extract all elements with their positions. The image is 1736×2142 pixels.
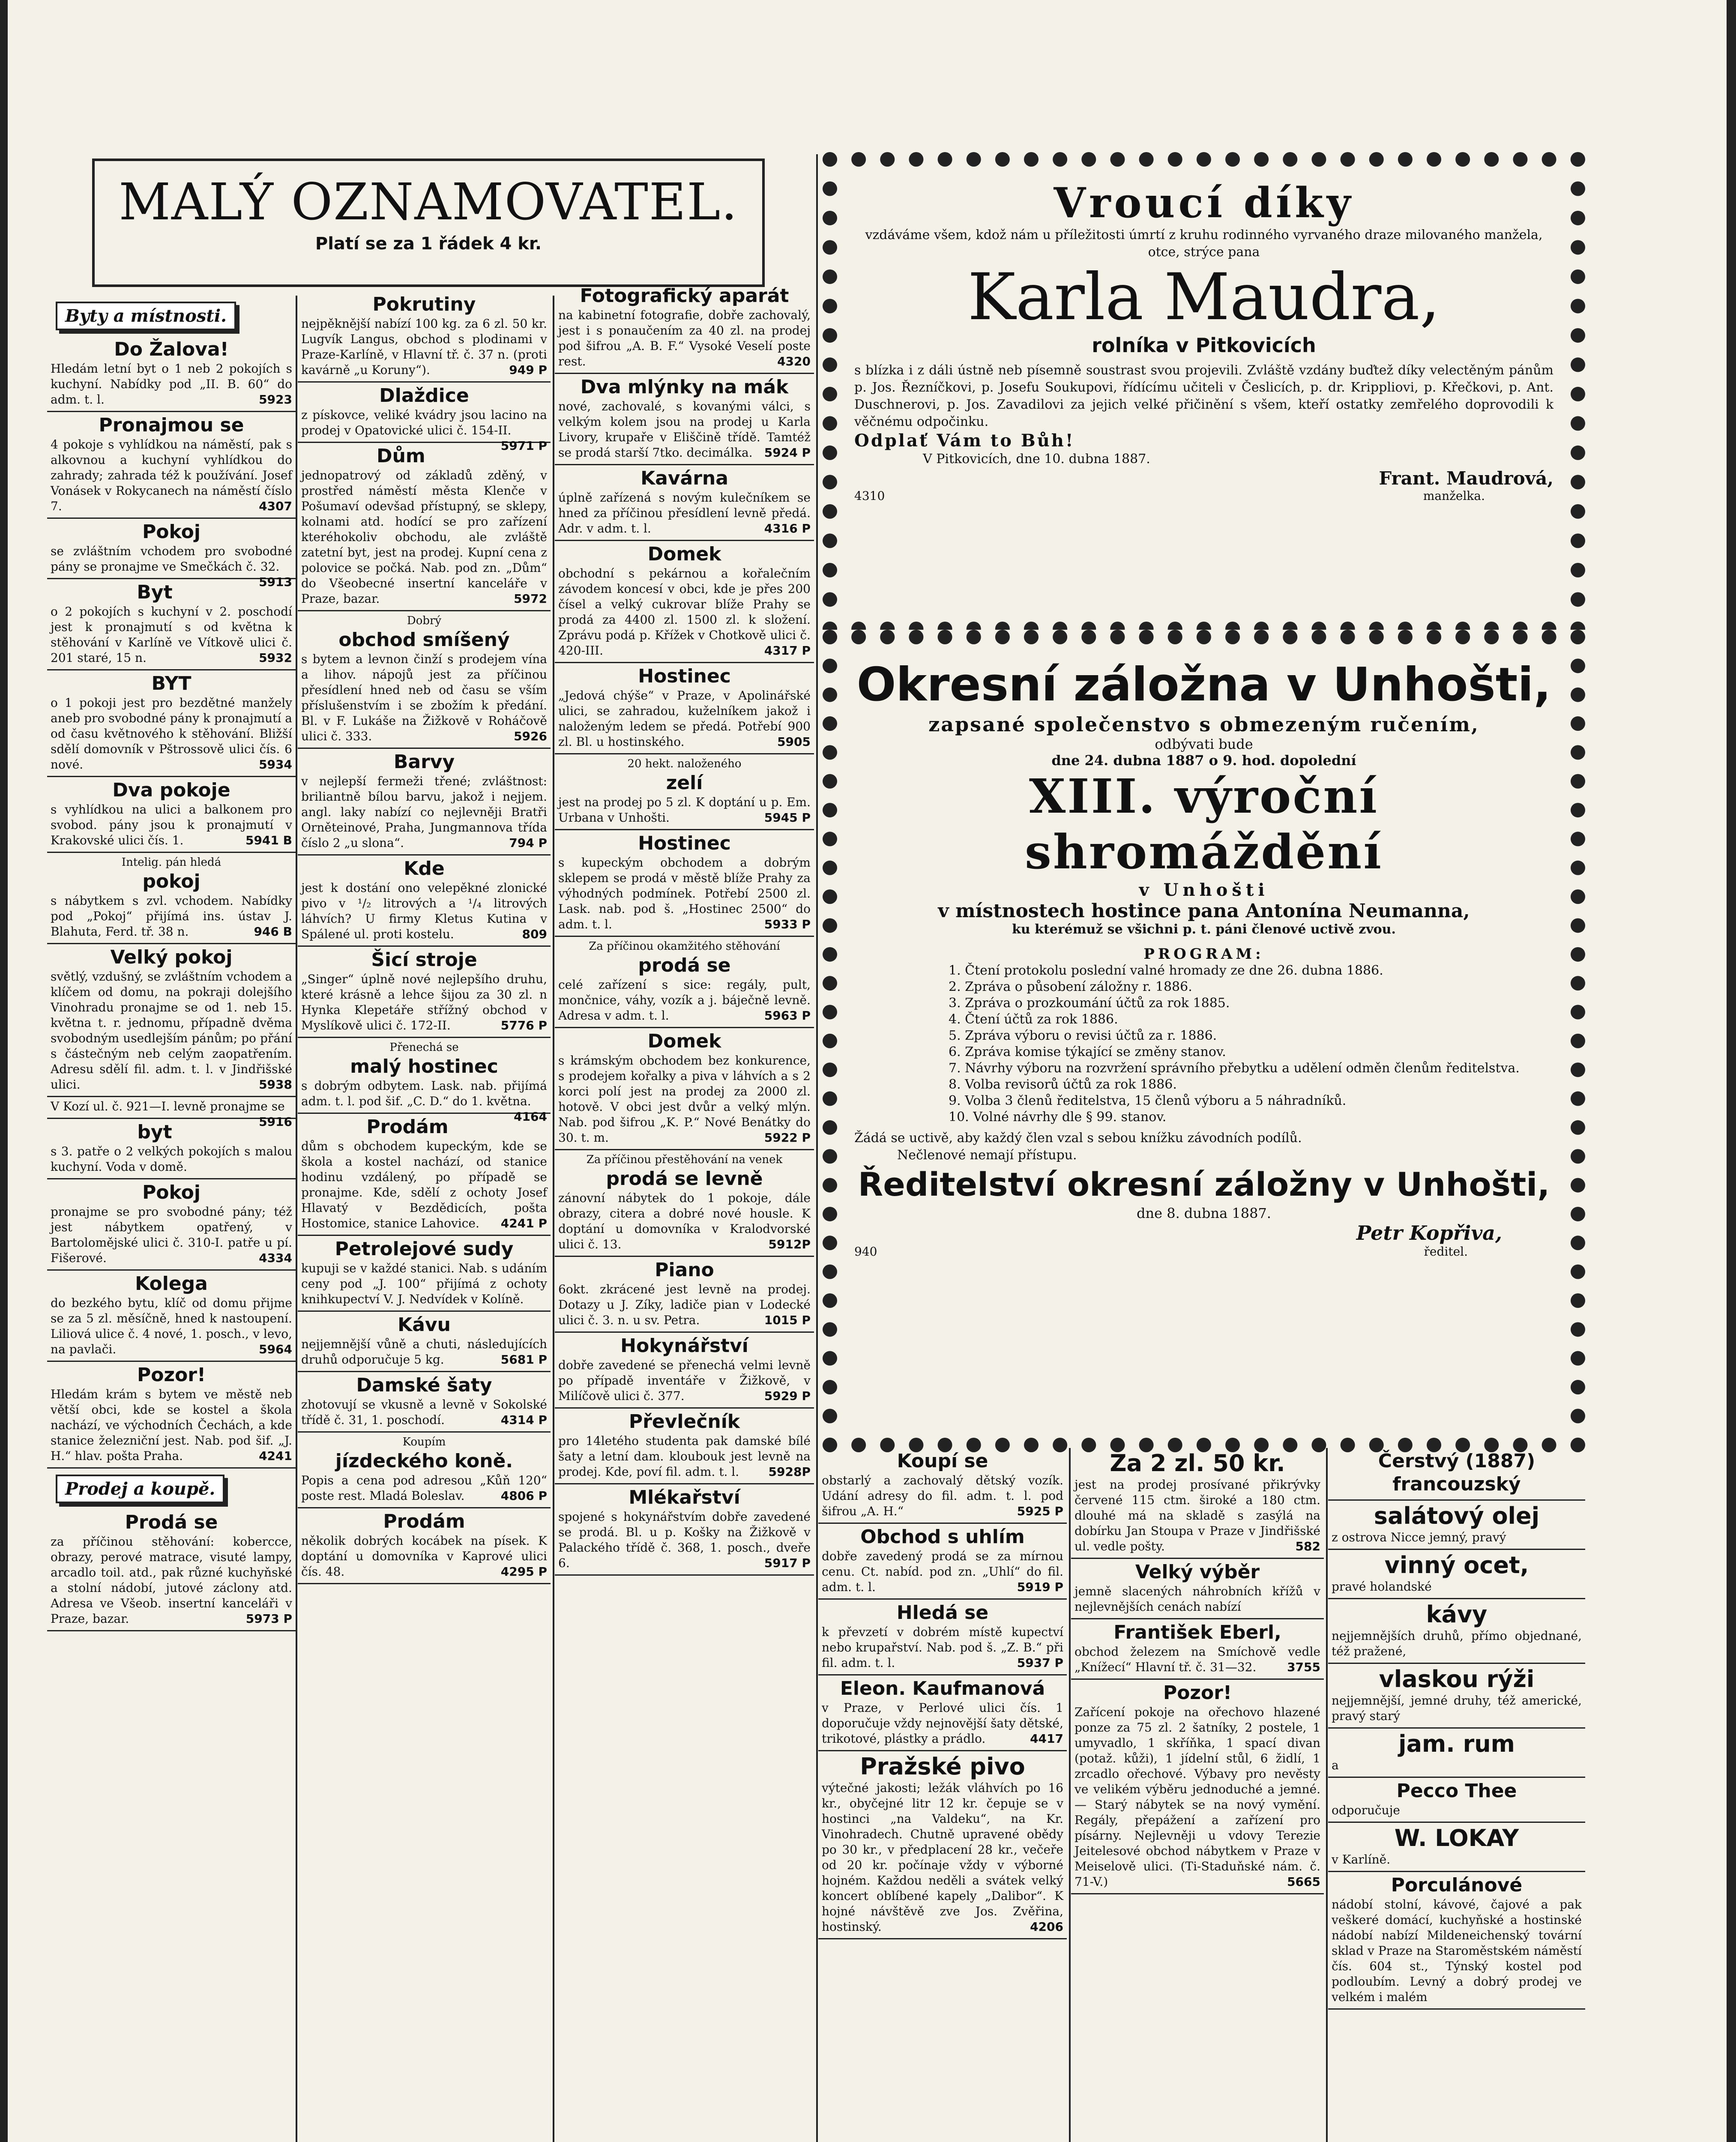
ad-body: do bezkého bytu, klíč od domu přijme se za 5 zl. měsíčně, hned k nastoupení. Liliová ulice č. 4 nové, 1. posch., v levo, na pavlači. — [51, 1296, 292, 1356]
classified-ad — [298, 1372, 551, 1433]
classified-ad — [298, 1312, 551, 1372]
classified-ad — [298, 1433, 551, 1508]
masthead-title: MALÝ OZNAMOVATEL. — [119, 172, 738, 231]
ad-heading: Pecco Thee — [1396, 1780, 1517, 1802]
ad-number: 5971 P — [500, 439, 547, 453]
bank-program-title: PROGRAM: — [1143, 945, 1264, 963]
ad-heading: vinný ocet, — [1384, 1552, 1529, 1579]
ad-body: o 1 pokoji jest pro bezdětné manžely aneb pro svobodné pány k pronajmutí a od času květnového k stěhování. Bližší sdělí domovník v Pštrossově ulici čís. 6 nové. — [51, 696, 292, 772]
classified-ad — [818, 1524, 1067, 1600]
classified-ad — [47, 777, 296, 853]
masthead-subtitle: Platí se za 1 řádek 4 kr. — [315, 234, 542, 254]
ad-heading: pokoj — [142, 871, 201, 892]
ad-body: v nejlepší fermeži třené; zvláštnost: briliantně bílou barvu, jakož i nejjem. angl. laky nabízí co nejlevněji Bratři Orněteinové, Praha, Jungmannova třída číslo 2 „u slona“. — [301, 774, 547, 850]
ad-heading: byt — [137, 1121, 172, 1143]
thanks-intro: vzdáváme všem, kdož nám u příležitosti úmrtí z kruhu rodinného vyrvaného draze milovaného manžela, otce, strýce pana — [865, 227, 1543, 260]
classified-ad — [298, 291, 551, 383]
ad-heading: Kávu — [398, 1314, 451, 1336]
ad-number: 3755 — [1287, 1660, 1320, 1674]
program-item: 8. Volba revisorů účtů za rok 1886. — [949, 1077, 1177, 1092]
classified-ad — [555, 1333, 814, 1409]
classified-ad — [555, 1409, 814, 1484]
column-separator — [553, 296, 554, 2142]
ad-body: v Praze, v Perlové ulici čís. 1 doporučuje vždy nejnovější šaty dětské, trikotové, plástky a prádlo. — [822, 1701, 1063, 1746]
ad-number: 5929 P — [764, 1389, 811, 1403]
ad-heading: Piano — [655, 1259, 714, 1281]
classified-ad — [1328, 1599, 1585, 1664]
bank-subtitle-2: odbývati bude — [1155, 736, 1253, 752]
classified-ad — [818, 1448, 1067, 1524]
ad-number: 4320 — [777, 354, 811, 368]
classified-ad — [298, 1114, 551, 1236]
ad-heading: Hostinec — [638, 665, 731, 687]
classified-ad — [555, 663, 814, 754]
ad-number: 4417 — [1030, 1732, 1063, 1746]
ad-preheading: Dobrý — [407, 614, 442, 627]
ad-number: 949 P — [509, 363, 547, 377]
classified-ad — [818, 1600, 1067, 1675]
ad-heading: zelí — [666, 772, 703, 794]
ad-body: jednopatrový od základů zděný, v prostřed náměstí města Klenče v Pošumaví odevšad přístupný, se sklepy, kolnami atd. hodící se pro zařízení kteréhokoliv obchodu, ale zvláště zatetní byt, jest na prodej. Kupní cena z polovice se počká. Nab. pod zn. „Dům“ do Všeobecné insertní kanceláře v Praze, bazar. — [301, 468, 547, 606]
classified-ad — [47, 944, 296, 1097]
bank-place-2: v místnostech hostince pana Antonína Neumanna, — [938, 900, 1470, 922]
ad-heading: Pokoj — [142, 521, 201, 543]
ad-body: nejjemnější vůně a chuti, následujících druhů odporučuje 5 kg. — [301, 1337, 547, 1367]
ad-body: Popis a cena pod adresou „Kůň 120“ poste rest. Mladá Boleslav. — [301, 1473, 547, 1503]
ad-number: 5973 P — [245, 1612, 292, 1626]
ad-body: nové, zachovalé, s kovanými válci, s velkým kolem jsou na prodej u Karla Livory, krupaře v Eliščině třídě. Tamtéž se prodá starší 7tko. decimálka. — [558, 399, 811, 460]
ad-heading: Kavárna — [641, 467, 728, 489]
classified-ad — [555, 937, 814, 1028]
ad-body: jest na prodej po 5 zl. K doptání u p. Em. Urbana v Unhošti. — [558, 795, 811, 825]
ad-body: o 2 pokojích s kuchyní v 2. poschodí jest k pronajmutí s od května k stěhování v Karlíně ve Vítkově ulici č. 201 staré, 15 n. — [51, 604, 292, 665]
ad-body: z pískovce, veliké kvádry jsou lacino na prodej v Opatovické ulici č. 154-II. — [301, 408, 547, 437]
classified-ad — [1328, 1448, 1585, 1501]
ad-heading: Barvy — [393, 751, 455, 773]
program-item: 4. Čtení účtů za rok 1886. — [949, 1012, 1118, 1027]
ad-heading: Mlékařství — [629, 1487, 740, 1508]
classified-ad — [298, 1236, 551, 1312]
ad-number: 5941 B — [245, 833, 292, 847]
ad-body: obchodní s pekárnou a kořalečním závodem koncesí v obci, kde je přes 200 čísel a velký cukrovar blíže Prahy se prodá za 4400 zl. 1500 zl. k složení. Zprávu podá p. Křížek v Chotkově ulici č. 420-III. — [558, 566, 811, 658]
ad-heading: vlaskou rýži — [1379, 1666, 1535, 1693]
classified-ad — [818, 1751, 1067, 1939]
ad-body: celé zařízení s sice: regály, pult, mončnice, váhy, vozík a j. báječně levně. Adresa v adm. t. l. — [558, 978, 811, 1023]
ad-body: za příčinou stěhování: kobercce, obrazy, perové matrace, visuté lampy, arcadlo toil. atd., pak různé kuchyňské a stolní nádobí, jutové záclony atd. Adresa ve Všeob. insertní kanceláři v Praze, bazar. — [51, 1535, 292, 1626]
ad-body: a — [1332, 1758, 1339, 1772]
classified-ad — [1328, 1823, 1585, 1872]
bank-board: Ředitelství okresní záložny v Unhošti, — [858, 1165, 1550, 1203]
bank-place-1: v Unhošti — [1139, 880, 1269, 900]
thanks-ad-number: 4310 — [854, 489, 885, 503]
ad-heading: Byt — [137, 581, 173, 603]
classified-ad — [555, 1150, 814, 1257]
bank-subtitle: zapsané společenstvo s obmezeným ručením, — [928, 713, 1479, 736]
ad-preheading: Za příčinou přestěhování na venek — [586, 1153, 783, 1166]
classified-ad — [555, 1257, 814, 1333]
ad-number: 5924 P — [764, 446, 811, 460]
classified-ad — [1071, 1680, 1324, 1894]
ad-number: 5945 P — [764, 811, 811, 825]
ad-heading: Pozor! — [137, 1364, 206, 1386]
ad-heading: malý hostinec — [350, 1056, 498, 1077]
ad-number: 582 — [1295, 1539, 1320, 1553]
ad-number: 5972 — [514, 592, 547, 606]
ad-number: 4314 P — [500, 1413, 547, 1427]
ad-body: 4 pokoje s vyhlídkou na náměstí, pak s alkovnou a kuchyní vyhlídkou do zahrady; zahrada též k používání. Josef Vonásek v Rokycanech na náměstí číslo 7. — [51, 437, 292, 513]
program-item: 7. Návrhy výboru na rozvržení správního přebytku a udělení odměn členům ředitelstva. — [949, 1061, 1520, 1076]
ad-body: Zařícení pokoje na ořechovo hlazené ponze za 75 zl. 2 šatníky, 2 postele, 1 umyvadlo, 1 skříňka, 1 spací divan (potaž. kůži), 1 jídelní stůl, 6 židlí, 1 zrcadlo ořechové. Výbavy pro nevěsty ve velikém výběru jednoduché a jemné. — Starý nábytek se na nový vymění. Regály, přepážení a zařízení pro písárny. Nejlevněji u vdovy Terezie Jeitelesové obchod nábytkem v Praze v Meiselově ulici. (Ti-Staduňské nám. č. 71-V.) — [1075, 1705, 1320, 1889]
column-separator — [1326, 1448, 1328, 2142]
ad-number: 5964 — [259, 1342, 292, 1356]
ad-number: 5905 — [777, 735, 811, 749]
ad-body: s dobrým odbytem. Lask. nab. přijímá adm. t. l. pod šif. „C. D.“ do 1. května. — [301, 1079, 547, 1108]
thanks-notice — [823, 152, 1585, 636]
bank-ad-number: 940 — [854, 1245, 877, 1259]
column-5 — [1071, 1448, 1324, 2142]
ad-heading: Kde — [404, 858, 445, 880]
ad-body: spojené s hokynářstvím dobře zavedené se prodá. Bl. u p. Košky na Žižkově v Palackého třídě č. 368, 1. posch., dveře 6. — [558, 1510, 811, 1570]
ad-heading: Dlaždice — [379, 385, 469, 407]
ad-number: 4806 P — [500, 1489, 547, 1503]
ad-heading: Prodám — [383, 1511, 465, 1532]
ad-heading: Domek — [647, 543, 721, 565]
bank-note-2: Nečlenové nemají přístupu. — [897, 1148, 1077, 1163]
ad-body: pro 14letého studenta pak damské bílé šaty a letní dam. kloubouk jest levně na prodej. Kde, poví fil. adm. t. l. — [558, 1434, 811, 1479]
ad-body: s vyhlídkou na ulici a balkonem pro svobod. pány jsou k pronajmutí v Krakovské ulici čís. 1. — [51, 802, 292, 847]
program-item: 1. Čtení protokolu poslední valné hromady ze dne 26. dubna 1886. — [949, 963, 1383, 978]
classified-ad — [555, 283, 814, 374]
classified-ad — [555, 1028, 814, 1150]
ad-heading: prodá se levně — [606, 1168, 763, 1190]
ad-body: Hledám letní byt o 1 neb 2 pokojích s kuchyní. Nabídky pod „II. B. 60“ do adm. t. l. — [51, 362, 292, 407]
ad-body: s bytem a levnon činží s prodejem vína a lihov. nápojů jest za příčinou přesídlení hned neb od času se vším příslušenstvím i se zbožím k předání. Bl. v F. Lukáše na Žižkově v Roháčově ulici č. 333. — [301, 652, 547, 743]
ad-number: 5912P — [768, 1237, 811, 1251]
ad-heading: Pronajmou se — [99, 414, 244, 436]
ad-number: 809 — [522, 927, 547, 941]
ad-body: dobře zavedené se přenechá velmi levně po případě inventáře v Žižkově, v Milíčově ulici č. 377. — [558, 1358, 811, 1403]
classified-ad — [47, 336, 296, 412]
ad-heading: Petrolejové sudy — [335, 1238, 514, 1260]
classified-ad — [555, 754, 814, 830]
ad-number: 5776 P — [500, 1018, 547, 1032]
classified-ad — [47, 1362, 296, 1469]
classified-ad — [1328, 1872, 1585, 2010]
column-2 — [298, 291, 551, 2142]
classified-ad — [555, 374, 814, 465]
ad-body: „Jedová chýše“ v Praze, v Apolinářské ulici, se zahradou, kuželníkem jakož i naloženým ledem se předá. Potřebí 900 zl. Bl. u hostinského. — [558, 688, 811, 749]
ad-heading: Kolega — [135, 1273, 208, 1295]
ad-number: 4334 — [259, 1251, 292, 1265]
ad-body: jest k dostání ono velepěkné zlonické pivo v ¹/₂ litrových a ¹/₄ litrových láhvích? U firmy Kletus Kutina v Spálené ul. proti kostelu. — [301, 881, 547, 941]
ad-body: s 3. patře o 2 velkých pokojích s malou kuchyní. Voda v domě. — [51, 1144, 292, 1174]
ad-body: pronajme se pro svobodné pány; též jest nábytkem opatřený, v Bartolomějské ulici č. 310-I. patře u pí. Fišerové. — [51, 1205, 292, 1265]
ad-body: odporučuje — [1332, 1803, 1400, 1817]
ad-body: nejjemnějších druhů, přímo objednané, též pražené, — [1332, 1629, 1582, 1658]
classified-ad — [47, 670, 296, 777]
ad-number: 5925 P — [1017, 1504, 1063, 1518]
ad-preheading: Intelig. pán hledá — [121, 856, 221, 869]
ad-number: 5923 — [259, 392, 292, 407]
classified-ad — [47, 853, 296, 944]
classified-ad — [298, 947, 551, 1038]
ad-number: 946 B — [254, 924, 292, 939]
ad-number: 5665 — [1287, 1875, 1320, 1889]
ad-body: s kupeckým obchodem a dobrým sklepem se prodá v městě blíže Prahy za výhodných podmínek. Potřebí 2500 zl. Lask. nab. pod š. „Hostinec 2500“ do adm. t. l. — [558, 856, 811, 931]
ad-body: pravé holandské — [1332, 1580, 1432, 1594]
bank-board-date: dne 8. dubna 1887. — [1137, 1205, 1271, 1221]
ad-heading: Převlečník — [629, 1411, 740, 1433]
classified-ad — [298, 1038, 551, 1124]
ad-number: 5933 P — [764, 917, 811, 931]
thanks-signer: Frant. Maudrová, — [1379, 468, 1553, 489]
ad-number: 4307 — [259, 499, 292, 513]
ad-preheading: 20 hekt. naloženého — [627, 757, 742, 770]
ad-heading: Dva mlýnky na mák — [580, 376, 789, 398]
classified-ad — [555, 541, 814, 663]
ad-body: zánovní nábytek do 1 pokoje, dále obrazy, citera a dobré nové housle. K doptání u domovníka v Kralodvorské ulici č. 13. — [558, 1191, 811, 1251]
ad-heading: Hostinec — [638, 832, 731, 854]
ad-number: 4241 — [259, 1449, 292, 1463]
bank-date: dne 24. dubna 1887 o 9. hod. dopolední — [1051, 752, 1356, 769]
ad-body: nejjemnější, jemné druhy, též americké, pravý starý — [1332, 1693, 1582, 1723]
ad-heading: prodá se — [638, 954, 731, 976]
ad-number: 4206 — [1030, 1920, 1063, 1934]
ad-number: 1015 P — [764, 1313, 811, 1327]
ad-body: na kabinetní fotografie, dobře zachovalý, jest i s ponaučením za 40 zl. na prodej pod šifrou „A. B. F.“ Vysoké Veselí poste rest. — [558, 308, 811, 368]
ad-body: výtečné jakosti; ležák vláhvích po 16 kr., obyčejné litr 12 kr. čepuje se v hostinci „na Valdeku“, na Kr. Vinohradech. Chutně upravené obědy po 30 kr., v předplacení 28 kr., večeře od 20 kr. počínaje vždy v výborné hojném. Každou neděli a svátek velký koncert oblíbené kapely „Dalibor“. K hojné návštěvě zve Jos. Zvěřina, hostinský. — [822, 1781, 1063, 1934]
bank-invite: ku kterémuž se všichni p. t. páni členové uctivě zvou. — [1012, 922, 1396, 937]
ad-body: kupuji se v každé stanici. Nab. s udáním ceny pod „J. 100“ přijímá z ochoty knihkupectví V. J. Nedvídek v Kolíně. — [301, 1261, 547, 1306]
classified-ad — [47, 519, 296, 589]
ad-body: z ostrova Nicce jemný, pravý — [1332, 1530, 1506, 1544]
column-1 — [47, 296, 296, 2142]
ad-heading: Za 2 zl. 50 kr. — [1110, 1450, 1285, 1477]
column-3 — [555, 283, 814, 2142]
ad-number: 5922 P — [764, 1131, 811, 1145]
bank-meeting-notice — [823, 630, 1585, 1452]
ad-heading: jam. rum — [1398, 1730, 1515, 1757]
section-heading-prodej: Prodej a koupě. — [56, 1475, 224, 1503]
ad-number: 5937 P — [1017, 1656, 1063, 1670]
ad-heading: Koupí se — [897, 1450, 988, 1472]
ad-heading: Hokynářství — [620, 1335, 748, 1357]
ad-body: jest na prodej prosívané přikrývky červené 115 ctm. široké a 180 ctm. dlouhé má na skladě s zasýlá na dobírku Jan Stoupa v Praze v Jindřišské ul. vedle pošty. — [1075, 1478, 1320, 1553]
ad-heading: kávy — [1426, 1601, 1488, 1628]
classified-ad — [1071, 1448, 1324, 1559]
thanks-place: V Pitkovicích, dne 10. dubna 1887. — [923, 452, 1150, 467]
program-item: 10. Volné návrhy dle § 99. stanov. — [949, 1110, 1167, 1125]
classified-ad — [47, 1271, 296, 1362]
bank-title: Okresní záložna v Unhošti, — [856, 658, 1551, 712]
ad-heading: Damské šaty — [356, 1374, 492, 1396]
ad-body: 6okt. zkrácené jest levně na prodej. Dotazy u J. Zíky, ladiče pian v Lodecké ulici č. 3. n. u sv. Petra. — [558, 1282, 811, 1327]
ad-body: světlý, vzdušný, se zvláštním vchodem a klíčem od domu, na pokraji dolejšího Vinohradu pronajme se od 1. neb 15. května t. r. jednomu, případně dvěma svobodným usedlejším pánům; po přání s částečným neb celým zaopatřením. Adresu sdělí fil. adm. t. l. v Jindřišské ulici. — [51, 969, 292, 1092]
classified-ad — [1328, 1729, 1585, 1778]
classified-ad — [555, 1484, 814, 1576]
bank-note-1: Žádá se uctivě, aby každý člen vzal s sebou knížku závodních podílů. — [854, 1131, 1302, 1146]
ad-number: 4317 P — [764, 643, 811, 658]
ad-body: nádobí stolní, kávové, čajové a pak veškeré domácí, kuchyňské a hostinské nádobí nabízí Mildeneichenský tovární sklad v Praze na Staroměstském náměstí čís. 604 st., Týnský kostel pod podloubím. Levný a dobrý prodej ve velkém i malém — [1332, 1897, 1582, 2004]
program-item: 3. Zpráva o prozkoumání účtů za rok 1885. — [949, 996, 1230, 1011]
ad-number: 5938 — [259, 1077, 292, 1092]
ad-heading: Velký výběr — [1135, 1561, 1260, 1583]
program-item: 6. Zpráva komise týkající se změny stanov. — [949, 1044, 1226, 1059]
thanks-name: Karla Maudra, — [967, 260, 1440, 335]
ad-heading: Prodá se — [125, 1511, 218, 1533]
classified-ad — [298, 611, 551, 749]
classified-ad — [47, 579, 296, 670]
classified-ad — [47, 412, 296, 519]
classified-ad — [1328, 1550, 1585, 1599]
ad-body: obchod železem na Smíchově vedle „Knížecí“ Hlavní tř. č. 31—32. — [1075, 1645, 1320, 1674]
ad-heading: Čerstvý (1887) francouzský — [1378, 1450, 1535, 1495]
ad-number: 5932 — [259, 651, 292, 665]
ad-heading: BYT — [151, 673, 192, 694]
ad-number: 4241 P — [500, 1216, 547, 1230]
bank-signer: Petr Kopřiva, — [1356, 1221, 1502, 1245]
ad-body: nejpěknější nabízí 100 kg. za 6 zl. 50 kr. Lugvík Langus, obchod s plodinami v Praze-Karlíně, v Hlavní tř. č. 37 n. (proti kavárně „u Koruny“). — [301, 317, 547, 377]
ad-number: 5916 — [259, 1115, 292, 1129]
classified-ad — [298, 383, 551, 453]
column-6 — [1328, 1448, 1585, 2142]
bank-signer-role: ředitel. — [1424, 1245, 1468, 1259]
ad-number: 5963 P — [764, 1008, 811, 1023]
ad-body: zhotovují se vkusně a levně v Sokolské třídě č. 31, 1. poschodí. — [301, 1397, 547, 1427]
ad-heading: Pozor! — [1163, 1682, 1232, 1704]
ad-number: 4316 P — [764, 521, 811, 536]
ad-heading: Pokrutiny — [372, 293, 476, 315]
thanks-title: Vroucí díky — [1054, 179, 1354, 227]
ad-body: Hledám krám s bytem ve městě neb větší obci, kde se kostel a škola nachází, ve východních Čechách, a kde stanice železniční jest. Nab. pod šif. „J. H.“ hlav. pošta Praha. — [51, 1387, 292, 1463]
ad-heading: salátový olej — [1374, 1502, 1540, 1529]
classified-ad — [47, 1119, 296, 1179]
ad-heading: Porculánové — [1391, 1874, 1523, 1896]
ad-body: úplně zařízená s novým kulečníkem se hned za příčinou přesídlení levně předá. Adr. v adm. t. l. — [558, 491, 811, 536]
ad-heading: W. LOKAY — [1394, 1825, 1519, 1852]
thanks-motto: Odplať Vám to Bůh! — [854, 431, 1075, 451]
ad-number: 5926 — [514, 729, 547, 743]
program-item: 9. Volba 3 členů ředitelstva, 15 členů výboru a 5 náhradníků. — [949, 1093, 1347, 1108]
ad-number: 5928P — [768, 1465, 811, 1479]
classified-ad — [1328, 1778, 1585, 1823]
ad-heading: Domek — [647, 1030, 721, 1052]
ad-number: 5913 — [259, 575, 292, 589]
ad-number: 4295 P — [500, 1565, 547, 1579]
classified-ad — [298, 1508, 551, 1584]
section-heading-byty: Byty a místnosti. — [56, 302, 236, 330]
ad-heading: Pokoj — [142, 1182, 201, 1203]
ad-body: V Kozí ul. č. 921—I. levně pronajme se — [51, 1099, 285, 1113]
ad-body: dobře zavedený prodá se za mírnou cenu. Ct. nabíd. pod zn. „Uhlí“ do fil. adm. t. l. — [822, 1549, 1063, 1594]
ad-body: „Singer“ úplně nové nejlepšího druhu, které krásně a lehce šijou za 30 zl. n Hynka Klepetáře střížný obchod v Myslíkově ulici č. 172-II. — [301, 972, 547, 1032]
column-separator — [1069, 1448, 1071, 2142]
ad-heading: obchod smíšený — [338, 629, 510, 651]
classified-ad — [298, 749, 551, 856]
bank-program-list — [854, 963, 1553, 1125]
ad-body: v Karlíně. — [1332, 1852, 1391, 1867]
ad-heading: Pražské pivo — [860, 1753, 1025, 1780]
ad-heading: Prodám — [366, 1116, 449, 1138]
ad-heading: Dva pokoje — [112, 779, 230, 801]
classified-ad — [47, 1179, 296, 1271]
thanks-role: rolníka v Pitkovicích — [1092, 334, 1316, 357]
classified-ad — [555, 465, 814, 541]
ad-body: k převzetí v dobrém místě kupectví nebo krupařství. Nab. pod š. „Z. B.“ při fil. adm. t. l. — [822, 1625, 1063, 1670]
ad-body: jemně slacených náhrobních křížů v nejlevnějších cenách nabízí — [1075, 1584, 1320, 1614]
ad-preheading: Koupím — [402, 1436, 446, 1448]
bank-event: XIII. výroční shromáždění — [1024, 769, 1383, 880]
ad-body: několik dobrých kocábek na písek. K doptání u domovníka v Kaprové ulici čís. 48. — [301, 1534, 547, 1579]
classified-ad — [47, 1097, 296, 1129]
ad-number: 5917 P — [764, 1556, 811, 1570]
classified-ad — [298, 443, 551, 611]
ad-heading: František Eberl, — [1113, 1621, 1281, 1643]
ad-body: s krámským obchodem bez konkurence, s prodejem kořalky a piva v láhvích a s 2 korci polí jest na prodej za 2000 zl. hotově. V obci jest dvůr a velký mlýn. Nab. pod šifrou „K. P.“ Nové Benátky do 30. t. m. — [558, 1053, 811, 1145]
masthead — [92, 159, 765, 287]
classified-ad — [1328, 1664, 1585, 1729]
ad-body: se zvláštním vchodem pro svobodné pány se pronajme ve Smečkách č. 32. — [51, 544, 292, 574]
column-4 — [818, 1448, 1067, 2142]
ad-preheading: Přenechá se — [389, 1041, 459, 1054]
ad-preheading: Za příčinou okamžitého stěhování — [589, 940, 780, 953]
ad-body: s nábytkem s zvl. vchodem. Nabídky pod „Pokoj“ přijímá ins. ústav J. Blahuta, Ferd. tř. 38 n. — [51, 894, 292, 939]
ad-heading: jízdeckého koně. — [335, 1450, 513, 1472]
ad-heading: Dům — [377, 445, 425, 467]
ad-number: 5934 — [259, 757, 292, 772]
program-item: 2. Zpráva o působení záložny r. 1886. — [949, 979, 1192, 994]
ad-heading: Šicí stroje — [371, 949, 477, 971]
ad-number: 5681 P — [500, 1352, 547, 1367]
classified-ad — [555, 830, 814, 937]
ad-heading: Eleon. Kaufmanová — [840, 1678, 1045, 1699]
classified-ad — [298, 856, 551, 947]
thanks-signer-role: manželka. — [1423, 489, 1485, 503]
ad-number: 794 P — [509, 836, 547, 850]
ad-heading: Obchod s uhlím — [860, 1526, 1025, 1548]
ad-heading: Fotografický aparát — [580, 285, 789, 307]
ad-number: 5919 P — [1017, 1580, 1063, 1594]
ad-heading: Do Žalova! — [114, 338, 229, 360]
classified-ad — [818, 1675, 1067, 1751]
thanks-body: s blízka i z dáli ústně neb písemně soustrast svou projevili. Zvláště vzdány buďtež díky velectěným pánům p. Jos. Řezníčkovi, p. Josefu Soukupovi, řídícímu učiteli v Česlicích, p. dr. Krippliovi, p. Křečkovi, p. Ant. Duschnerovi, p. Jos. Zavadilovi za jejich velké přičinění s všem, kteří ostatky zemřelého doprovodili k věčnému odpočinku. — [854, 363, 1553, 429]
program-item: 5. Zpráva výboru o revisi účtů za r. 1886. — [949, 1028, 1217, 1043]
ad-body: dům s obchodem kupeckým, kde se škola a kostel nachází, od stanice hodinu vzdálený, po případě se pronajme. Kde, sdělí z ochoty Josef Hlavatý v Bezdědicích, pošta Hostomice, stanice Lahovice. — [301, 1139, 547, 1230]
column-separator — [296, 296, 297, 2142]
classified-ad — [1328, 1501, 1585, 1550]
ad-heading: Hledá se — [896, 1602, 989, 1624]
classified-ad — [1071, 1619, 1324, 1680]
ad-body: obstarlý a zachovalý dětský vozík. Udání adresy do fil. adm. t. l. pod šifrou „A. H.“ — [822, 1473, 1063, 1518]
column-separator — [816, 154, 818, 2142]
classified-ad — [47, 1509, 296, 1631]
ad-heading: Velký pokoj — [110, 946, 233, 968]
ad-number: 4164 — [514, 1110, 547, 1124]
classified-ad — [1071, 1559, 1324, 1619]
